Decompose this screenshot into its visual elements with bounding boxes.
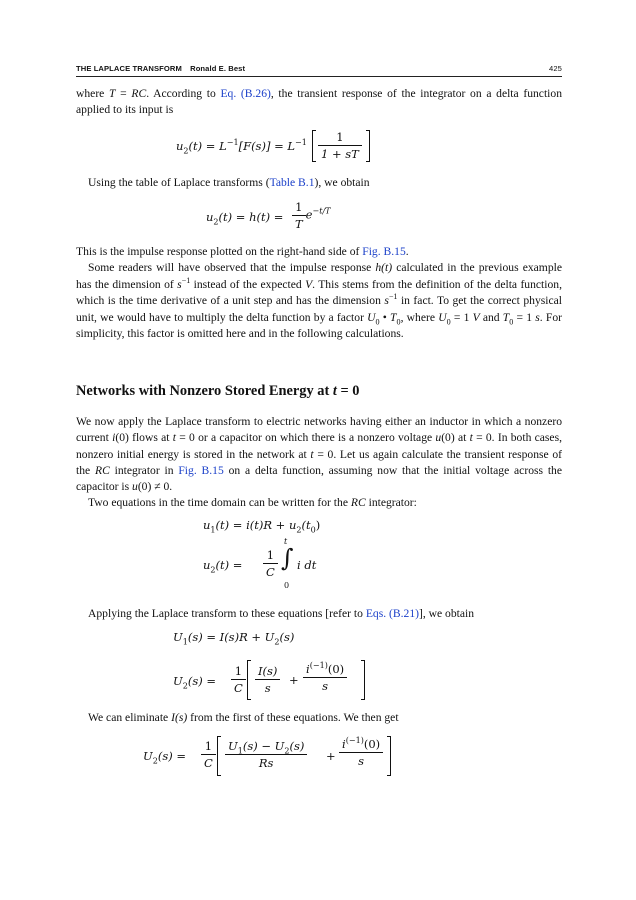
paragraph-plot-ref: This is the impulse response plotted on the right-hand side of Fig. B.15. xyxy=(76,245,409,258)
paragraph-table: Using the table of Laplace transforms (Table B.1), we obtain xyxy=(88,176,370,189)
bracket-right xyxy=(387,736,391,776)
link-eqs-b21[interactable]: Eqs. (B.21) xyxy=(365,607,419,620)
integral-sign: ∫ xyxy=(281,544,294,572)
fraction: $\frac{1}{C}$ xyxy=(263,548,278,579)
fraction: $\frac{1}{C}$ xyxy=(201,739,216,770)
link-fig-b15[interactable]: Fig. B.15 xyxy=(362,245,406,258)
bracket-right xyxy=(361,660,365,700)
paragraph-dimension: Some readers will have observed that the impulse response h(t) calculated in the previous example has the dimension of $s^{-1}$ instead of the expected V. This stems from the definition of the delta function, which is the time derivative of a unit step and has the dimension $s^{-1}$ in fact. To get the correct physical unit, we would have to multiply the delta function by a factor $U_0$ • $T_0$, where $U_0 = 1$ V and $T_0 = 1$ s. For simplicity, this factor is omitted here and in the following calculations. xyxy=(76,261,563,341)
paragraph-applying: Applying the Laplace transform to these equations [refer to Eqs. (B.21)], we obtain xyxy=(88,607,475,620)
fraction: $\frac{U_1(s) - U_2(s)}{Rs}$ xyxy=(225,739,307,770)
paragraph-intro: where T = RC. According to Eq. (B.26), the transient response of the integrator on a delta function applied to its input is xyxy=(76,87,562,117)
equation-line-u2-integral: $u_2(t)$ = xyxy=(203,558,243,575)
section-heading: Networks with Nonzero Stored Energy at t = 0 xyxy=(76,383,360,399)
link-fig-b15-2[interactable]: Fig. B.15 xyxy=(178,463,224,477)
equation-impulse-response: $u_2(t) = h(t)$ = $\frac{1}{T}$ $e^{-t/T}$ xyxy=(206,200,331,231)
fraction: $\frac{I(s)}{s}$ xyxy=(255,664,280,695)
equation-line-u1: $u_1(t) = i(t)R + u_2(t_0)$ xyxy=(203,518,321,535)
link-eq-b26[interactable]: Eq. (B.26) xyxy=(220,87,271,100)
equation-line-U2: $U_2(s)$ = xyxy=(173,674,216,691)
running-head-title: THE LAPLACE TRANSFORM xyxy=(76,64,182,73)
fraction: $\frac{1}{C}$ xyxy=(231,664,246,695)
header-rule xyxy=(76,76,562,77)
bracket-right xyxy=(366,130,370,162)
bracket-left xyxy=(247,660,251,700)
equation-result: $U_2(s)$ = $\frac{1}{C}$ $\frac{U_1(s) - U_2(s)}{Rs}$ + $\frac{i^{(-1)}(0)}{s}$ xyxy=(143,736,403,780)
page-number: 425 xyxy=(549,64,562,73)
fraction: $\frac{1}{T}$ xyxy=(292,200,306,231)
fraction: $\frac{i^{(-1)}(0)}{s}$ xyxy=(303,662,347,693)
paragraph-two-equations: Two equations in the time domain can be written for the RC integrator: xyxy=(88,496,417,509)
paragraph-eliminate: We can eliminate I(s) from the first of these equations. We then get xyxy=(88,711,399,724)
fraction: $\frac{1}{1 + sT}$ xyxy=(318,130,362,161)
equation-time-domain: $u_1(t) = i(t)R + u_2(t_0)$ $u_2(t)$ = $\frac{1}{C}$ t ∫ 0 i dt xyxy=(203,518,321,590)
equation-laplace-domain: $U_1(s) = I(s)R + U_2(s)$ $U_2(s)$ = $\frac{1}{C}$ $\frac{I(s)}{s}$ + $\frac{i^{(-1)}(0)}{s}$ xyxy=(173,630,393,702)
running-head xyxy=(76,64,562,73)
paragraph-nonzero-energy: We now apply the Laplace transform to electric networks having either an inductor in which a nonzero current i(0) flows at t = 0 or a capacitor on which there is a nonzero voltage u(0) at t = 0. In both cases, nonzero initial energy is stored in the network at t = 0. Let us again calculate the transient response of the RC integrator in Fig. B.15 on a delta function, assuming now that the initial voltage across the capacitor is u(0) ≠ 0. xyxy=(76,415,562,494)
bracket-left xyxy=(312,130,316,162)
fraction: $\frac{i^{(-1)}(0)}{s}$ xyxy=(339,737,383,768)
link-table-b1[interactable]: Table B.1 xyxy=(269,176,315,189)
equation-u2-inverse: $u_2(t) = L^{-1}[F(s)] = L^{-1}$ $\frac{1}{1 + sT}$ xyxy=(176,130,396,164)
running-head-author: Ronald E. Best xyxy=(190,64,246,73)
equation-line-U1: $U_1(s) = I(s)R + U_2(s)$ xyxy=(173,630,295,647)
bracket-left xyxy=(217,736,221,776)
